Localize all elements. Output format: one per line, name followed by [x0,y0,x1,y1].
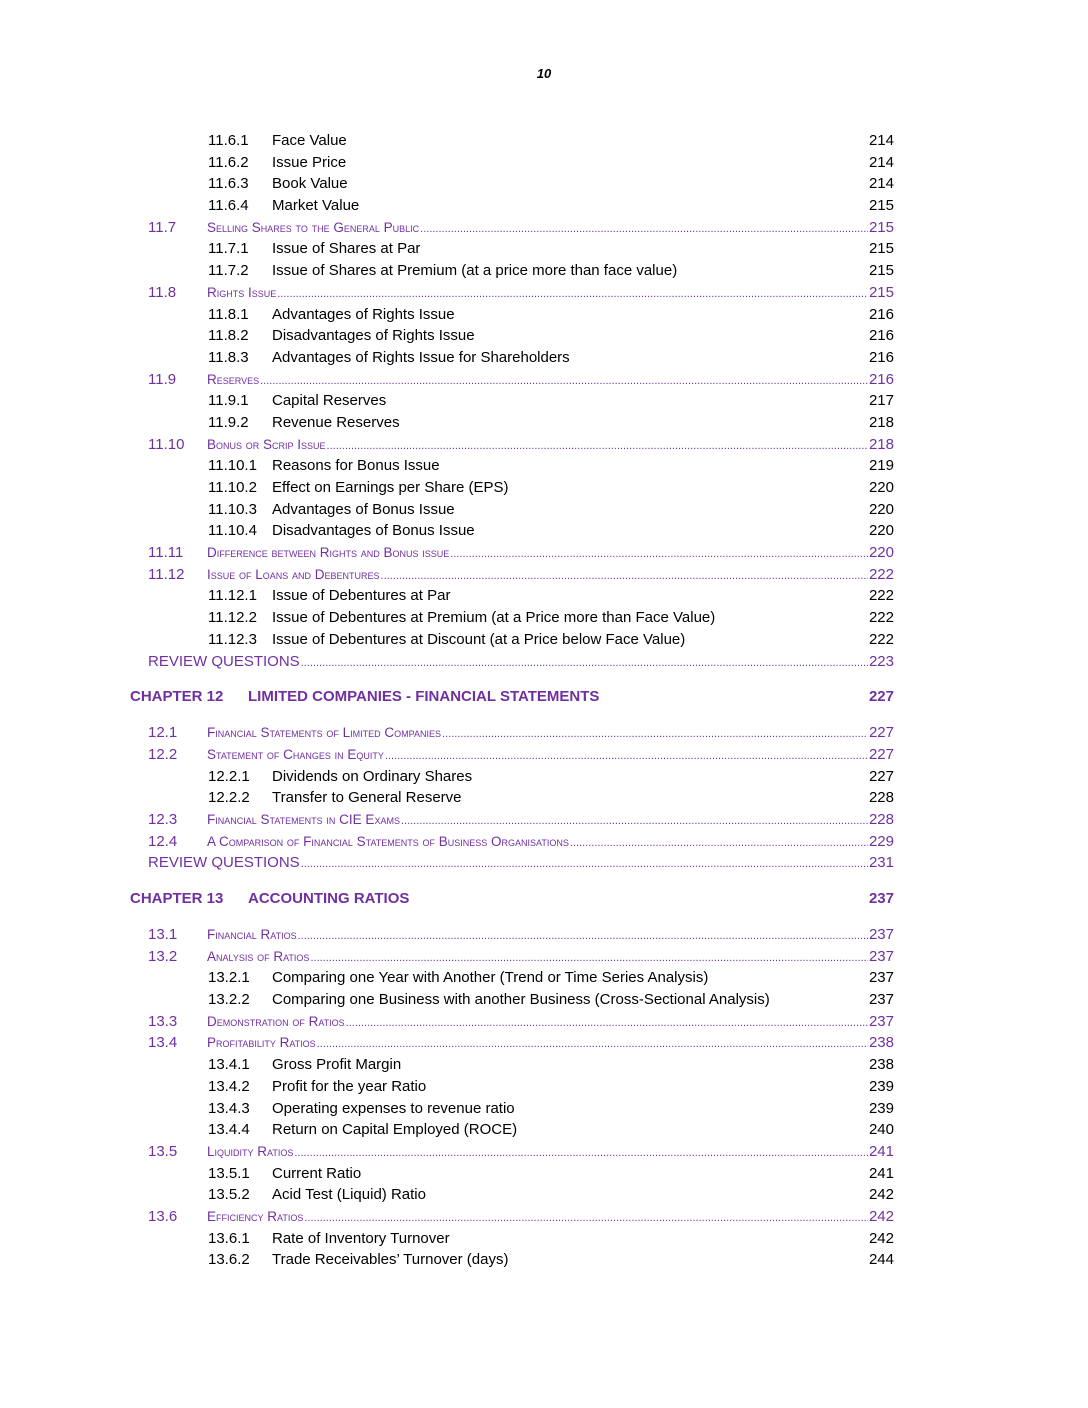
entry-title: Financial Statements in CIE Exams [207,811,400,827]
entry-number: 13.4 [148,1034,178,1052]
entry-number: 11.10.2 [208,479,257,496]
entry-title: Demonstration of Ratios [207,1013,345,1029]
entry-leader-line [207,1032,894,1056]
toc-subsection-entry[interactable] [148,787,894,809]
entry-page: 242 [868,1229,894,1247]
entry-number: 13.5.1 [208,1164,250,1182]
entry-page: 219 [868,457,894,475]
entry-title: Gross Profit Margin [272,1056,402,1074]
entry-title: Bonus or Scrip Issue [207,436,326,452]
entry-number: 13.6 [148,1207,178,1225]
toc-section-entry[interactable] [148,282,894,304]
entry-number: 13.1 [148,926,178,943]
entry-leader-line [207,946,894,970]
toc-subsection-entry[interactable] [148,1228,894,1250]
entry-page: 223 [868,652,894,670]
entry-number: 12.2.2 [208,789,250,807]
entry-page: 229 [868,832,894,850]
chapter-label: CHAPTER 13 [130,890,224,907]
entry-title: Effect on Earnings per Share (EPS) [272,479,509,496]
entry-title: Dividends on Ordinary Shares [272,767,473,785]
entry-title: Trade Receivables’ Turnover (days) [272,1251,509,1269]
entry-page: 241 [868,1142,894,1160]
dot-leader [570,833,868,855]
entry-page: 220 [868,500,894,518]
toc-section-entry[interactable] [148,434,894,456]
entry-title: Issue of Loans and Debentures [207,566,380,582]
toc-subsection-entry[interactable] [148,607,894,629]
entry-title: REVIEW QUESTIONS [148,854,300,872]
toc-section-entry[interactable] [148,1032,894,1054]
entry-page: 214 [868,153,894,171]
page-number: 10 [536,66,552,81]
entry-title: Current Ratio [272,1164,362,1182]
dot-leader [294,1143,868,1165]
entry-number: 11.7.2 [208,262,249,280]
dot-leader [317,1034,868,1056]
entry-page: 220 [868,479,894,496]
entry-number: 11.7 [148,218,177,236]
entry-title: Face Value [272,132,347,149]
toc-subsection-entry[interactable] [148,152,894,174]
toc-section-entry[interactable] [148,564,894,586]
entry-leader-line [148,651,894,675]
entry-title: Reserves [207,371,260,387]
entry-page: 227 [868,745,894,763]
entry-page: 216 [868,327,894,345]
entry-title: Disadvantages of Rights Issue [272,327,475,345]
entry-title: Book Value [272,175,348,193]
entry-page: 244 [868,1251,894,1269]
dot-leader [385,746,868,768]
entry-number: 11.9.2 [208,413,249,431]
toc-subsection-entry[interactable] [148,260,894,282]
entry-leader-line [207,217,894,241]
toc-subsection-entry[interactable] [148,1054,894,1076]
entry-leader-line [207,722,894,746]
entry-leader-line [207,542,894,566]
entry-title: Comparing one Business with another Business (Cross-Sectional Analysis) [272,991,770,1009]
entry-page: 218 [868,435,894,453]
entry-number: 11.10.4 [208,522,257,540]
entry-page: 238 [868,1056,894,1074]
entry-number: 13.2 [148,947,178,965]
entry-title: Advantages of Rights Issue for Shareholders [272,348,570,366]
entry-number: 11.8 [148,283,177,301]
dot-leader [346,1013,868,1035]
toc-subsection-entry[interactable] [148,520,894,542]
entry-page: 216 [868,370,894,388]
toc-subsection-entry[interactable] [148,195,894,217]
entry-title: Return on Capital Employed (ROCE) [272,1121,518,1139]
entry-page: 237 [868,969,894,987]
toc-subsection-entry[interactable] [148,130,894,152]
entry-title: Profit for the year Ratio [272,1077,427,1095]
entry-title: Capital Reserves [272,392,387,410]
entry-title: Issue Price [272,153,347,171]
entry-title: REVIEW QUESTIONS [148,652,300,670]
entry-leader-line [207,1141,894,1165]
entry-page: 239 [868,1099,894,1117]
dot-leader [420,219,868,241]
table-of-contents [130,130,894,1271]
entry-title: Rate of Inventory Turnover [272,1229,450,1247]
toc-section-entry[interactable] [148,369,894,391]
entry-page: 220 [868,522,894,540]
entry-page: 228 [868,810,894,828]
entry-title: Issue of Debentures at Par [272,587,451,605]
dot-leader [381,566,868,588]
toc-subsection-entry[interactable] [148,585,894,607]
entry-leader-line [207,282,894,306]
entry-number: 11.7.1 [208,240,249,258]
entry-title: Financial Statements of Limited Companies [207,725,442,741]
toc-section-entry[interactable] [148,1141,894,1163]
entry-page: 238 [868,1034,894,1052]
entry-title: Liquidity Ratios [207,1143,294,1159]
entry-number: 13.4.1 [208,1056,250,1074]
entry-number: 13.4.4 [208,1121,250,1139]
entry-number: 12.2 [148,745,178,763]
entry-number: 11.10.3 [208,500,257,518]
chapter-title: ACCOUNTING RATIOS [248,890,410,907]
entry-number: 11.9.1 [208,392,249,410]
entry-leader-line [207,369,894,393]
entry-title: Disadvantages of Bonus Issue [272,522,475,540]
toc-section-entry[interactable] [148,744,894,766]
entry-title: Difference between Rights and Bonus issue [207,545,450,561]
entry-title: Reasons for Bonus Issue [272,457,440,475]
entry-page: 214 [868,175,894,193]
toc-review-questions-entry[interactable] [148,852,894,874]
toc-subsection-entry[interactable] [148,477,894,499]
toc-subsection-entry[interactable] [148,629,894,651]
dot-leader [298,926,868,948]
dot-leader [310,948,868,970]
entry-page: 240 [868,1121,894,1139]
dot-leader [277,284,868,306]
toc-subsection-entry[interactable] [148,1249,894,1271]
entry-page: 216 [868,305,894,323]
toc-section-entry[interactable] [148,809,894,831]
entry-number: 12.3 [148,810,178,828]
entry-page: 227 [868,767,894,785]
entry-title: Revenue Reserves [272,413,400,431]
entry-number: 11.12.3 [208,630,257,648]
entry-number: 11.8.3 [208,348,249,366]
toc-section-entry[interactable] [148,542,894,564]
entry-page: 215 [868,283,894,301]
entry-number: 13.2.1 [208,969,250,987]
entry-page: 216 [868,348,894,366]
entry-title: Analysis of Ratios [207,948,310,964]
entry-number: 11.12.1 [208,587,257,605]
toc-section-entry[interactable] [148,1011,894,1033]
toc-subsection-entry[interactable] [148,412,894,434]
toc-subsection-entry[interactable] [148,1098,894,1120]
entry-number: 13.4.2 [208,1077,250,1095]
dot-leader [301,854,868,876]
entry-leader-line [207,434,894,458]
toc-subsection-entry[interactable] [148,347,894,369]
entry-page: 218 [868,413,894,431]
entry-page: 231 [868,854,894,872]
entry-title: Selling Shares to the General Public [207,219,420,235]
chapter-page: 237 [868,890,894,907]
toc-chapter-heading[interactable] [130,686,894,708]
entry-number: 11.6.2 [208,153,249,171]
toc-section-entry[interactable] [148,831,894,853]
toc-subsection-entry[interactable] [148,499,894,521]
dot-leader [401,811,868,833]
toc-subsection-entry[interactable] [148,173,894,195]
entry-number: 11.9 [148,370,177,388]
toc-chapter-heading[interactable] [130,888,894,910]
entry-number: 11.6.1 [208,132,249,149]
entry-number: 13.3 [148,1012,178,1030]
entry-page: 242 [868,1186,894,1204]
entry-page: 227 [868,724,894,742]
toc-subsection-entry[interactable] [148,238,894,260]
entry-title: Profitability Ratios [207,1035,316,1051]
entry-page: 215 [868,262,894,280]
entry-number: 11.10.1 [208,457,257,475]
entry-title: Rights Issue [207,284,277,300]
toc-subsection-entry[interactable] [148,967,894,989]
entry-page: 239 [868,1077,894,1095]
chapter-label: CHAPTER 12 [130,688,224,706]
entry-number: 11.12 [148,565,185,583]
toc-section-entry[interactable] [148,722,894,744]
entry-number: 12.2.1 [208,767,250,785]
entry-number: 12.1 [148,724,178,742]
entry-page: 222 [868,587,894,605]
entry-number: 12.4 [148,832,178,850]
entry-page: 215 [868,218,894,236]
entry-page: 241 [868,1164,894,1182]
entry-number: 11.8.1 [208,305,249,323]
dot-leader [442,724,868,746]
entry-title: Efficiency Ratios [207,1208,304,1224]
entry-title: Market Value [272,197,360,215]
entry-title: Advantages of Bonus Issue [272,500,455,518]
entry-number: 13.5.2 [208,1186,250,1204]
entry-title: Statement of Changes in Equity [207,746,384,762]
entry-page: 220 [868,544,894,562]
entry-number: 11.8.2 [208,327,249,345]
entry-leader-line [207,831,894,855]
entry-leader-line [207,1011,894,1035]
entry-title: A Comparison of Financial Statements of Business Organisations [207,833,569,849]
entry-title: Operating expenses to revenue ratio [272,1099,515,1117]
entry-page: 222 [868,609,894,627]
toc-subsection-entry[interactable] [148,766,894,788]
entry-page: 237 [868,947,894,965]
entry-number: 13.2.2 [208,991,250,1009]
chapter-page: 227 [868,688,894,706]
entry-leader-line [207,744,894,768]
entry-number: 11.6.3 [208,175,249,193]
entry-title: Acid Test (Liquid) Ratio [272,1186,426,1204]
dot-leader [327,436,868,458]
toc-subsection-entry[interactable] [148,1184,894,1206]
entry-page: 222 [868,565,894,583]
entry-number: 11.6.4 [208,197,249,215]
entry-number: 13.6.2 [208,1251,250,1269]
entry-page: 228 [868,789,894,807]
entry-leader-line [207,924,894,948]
dot-leader [450,544,868,566]
entry-number: 11.10 [148,435,185,453]
toc-subsection-entry[interactable] [148,455,894,477]
entry-title: Advantages of Rights Issue [272,305,455,323]
entry-page: 222 [868,630,894,648]
entry-leader-line [148,852,894,876]
entry-page: 242 [868,1207,894,1225]
entry-number: 13.5 [148,1142,178,1160]
toc-subsection-entry[interactable] [148,390,894,412]
toc-section-entry[interactable] [148,217,894,239]
entry-leader-line [207,809,894,833]
entry-page: 215 [868,197,894,215]
entry-title: Issue of Debentures at Discount (at a Price below Face Value) [272,630,686,648]
entry-title: Comparing one Year with Another (Trend or Time Series Analysis) [272,969,709,987]
entry-page: 217 [868,392,894,410]
dot-leader [260,371,868,393]
toc-section-entry[interactable] [148,1206,894,1228]
entry-number: 11.12.2 [208,609,257,627]
entry-page: 237 [868,991,894,1009]
entry-number: 13.6.1 [208,1229,250,1247]
toc-section-entry[interactable] [148,946,894,968]
entry-page: 215 [868,240,894,258]
entry-number: 11.11 [148,544,184,562]
chapter-title: LIMITED COMPANIES - FINANCIAL STATEMENTS [248,688,600,706]
entry-number: 13.4.3 [208,1099,250,1117]
entry-title: Financial Ratios [207,927,297,942]
entry-leader-line [207,1206,894,1230]
toc-subsection-entry[interactable] [148,1119,894,1141]
entry-leader-line [207,564,894,588]
toc-subsection-entry[interactable] [148,304,894,326]
toc-subsection-entry[interactable] [148,1076,894,1098]
toc-subsection-entry[interactable] [148,325,894,347]
entry-title: Transfer to General Reserve [272,789,462,807]
dot-leader [301,653,868,675]
toc-review-questions-entry[interactable] [148,651,894,673]
entry-page: 237 [868,1012,894,1030]
toc-section-entry[interactable] [148,924,894,946]
toc-subsection-entry[interactable] [148,1163,894,1185]
entry-page: 214 [868,132,894,149]
toc-subsection-entry[interactable] [148,989,894,1011]
entry-title: Issue of Debentures at Premium (at a Price more than Face Value) [272,609,716,627]
entry-page: 237 [868,926,894,943]
entry-title: Issue of Shares at Par [272,240,421,258]
dot-leader [304,1208,868,1230]
entry-title: Issue of Shares at Premium (at a price more than face value) [272,262,678,280]
